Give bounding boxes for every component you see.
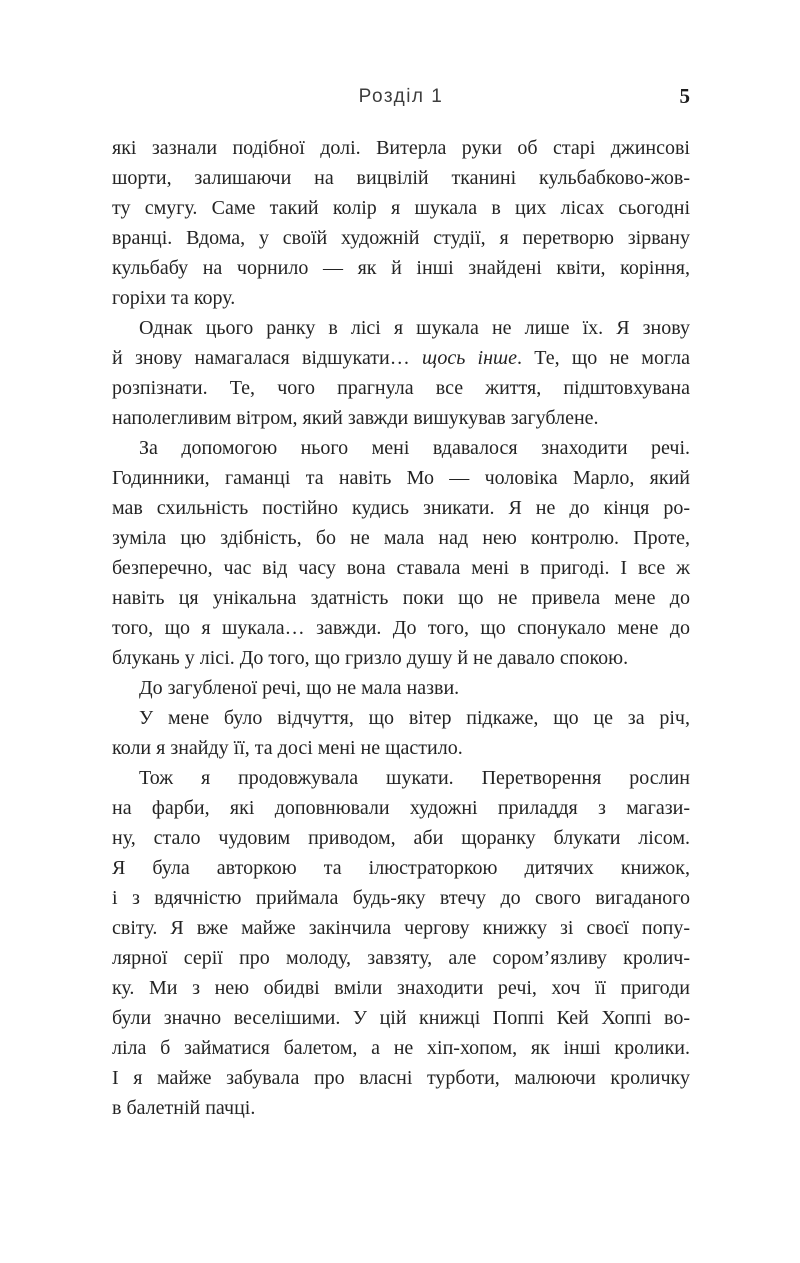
text-segment: . Те, що не могла: [517, 347, 690, 369]
text-segment: Однак цього ранку в лісі я шукала не лише їх. Я знову: [139, 317, 690, 339]
text-segment: До загубленої речі, що не мала назви.: [139, 677, 460, 699]
text-line: [112, 853, 690, 883]
text-line: [112, 223, 690, 253]
text-segment: У мене було відчуття, що вітер підкаже, що це за річ,: [139, 707, 690, 729]
text-segment: ну, стало чудовим приводом, аби щоранку блукати лісом.: [112, 827, 690, 849]
text-segment: коли я знайду її, та досі мені не щастило.: [112, 737, 463, 759]
text-segment: Годинники, гаманці та навіть Мо — чоловіка Марло, який: [112, 467, 690, 489]
text-segment: вранці. Вдома, у своїй художній студії, я перетворю зірвану: [112, 227, 690, 249]
paragraph: [112, 313, 690, 433]
text-segment: ту смугу. Саме такий колір я шукала в цих лісах сьогодні: [112, 197, 690, 219]
text-segment: ку. Ми з нею обидві вміли знаходити речі, хоч її пригоди: [112, 977, 690, 999]
text-segment: Я була авторкою та ілюстраторкою дитячих книжок,: [112, 857, 690, 879]
paragraph: [112, 763, 690, 1123]
text-segment: наполегливим вітром, який завжди вишукував загублене.: [112, 407, 599, 429]
text-line: [112, 1093, 690, 1123]
text-segment: блукань у лісі. До того, що гризло душу й не давало спокою.: [112, 647, 629, 669]
text-segment: на фарби, які доповнювали художні приладдя з магази-: [112, 797, 690, 819]
text-segment: і з вдячністю приймала будь-яку втечу до свого вигаданого: [112, 887, 690, 909]
text-line: [112, 1063, 690, 1093]
text-segment: горіхи та кору.: [112, 287, 236, 309]
text-line: [112, 973, 690, 1003]
text-line: [112, 403, 690, 433]
emphasized-text: щось інше: [422, 347, 518, 369]
text-line: [112, 1003, 690, 1033]
text-line: [112, 913, 690, 943]
text-line: [112, 1033, 690, 1063]
text-segment: розпізнати. Те, чого прагнула все життя, підштовхувана: [112, 377, 690, 399]
text-segment: шорти, залишаючи на вицвілій тканині кульбабково-жов-: [112, 167, 690, 189]
text-line: [112, 313, 690, 343]
text-line: [112, 823, 690, 853]
page-content: [112, 0, 690, 1263]
text-line: [112, 493, 690, 523]
text-segment: й знову намагалася відшукати…: [112, 347, 422, 369]
text-line: [112, 763, 690, 793]
text-line: [112, 643, 690, 673]
text-segment: світу. Я вже майже закінчила чергову книжку зі своєї попу-: [112, 917, 690, 939]
text-line: [112, 283, 690, 313]
text-segment: За допомогою нього мені вдавалося знаходити речі.: [139, 437, 690, 459]
text-segment: безперечно, час від часу вона ставала мені в пригоді. І все ж: [112, 557, 690, 579]
text-segment: навіть ця унікальна здатність поки що не привела мене до: [112, 587, 690, 609]
text-segment: кульбабу на чорнило — як й інші знайдені квіти, коріння,: [112, 257, 690, 279]
text-line: [112, 343, 690, 373]
text-line: [112, 523, 690, 553]
text-line: [112, 673, 690, 703]
text-line: [112, 193, 690, 223]
text-segment: Тож я продовжувала шукати. Перетворення рослин: [139, 767, 690, 789]
text-line: [112, 373, 690, 403]
paragraph: [112, 433, 690, 673]
text-segment: які зазнали подібної долі. Витерла руки об старі джинсові: [112, 137, 690, 159]
text-line: [112, 793, 690, 823]
text-segment: І я майже забувала про власні турботи, малюючи кроличку: [112, 1067, 690, 1089]
chapter-heading: Розділ 1: [358, 86, 444, 107]
text-segment: лярної серії про молоду, завзяту, але сором’язливу кролич-: [112, 947, 690, 969]
text-segment: мав схильність постійно кудись зникати. Я не до кінця ро-: [112, 497, 690, 519]
text-line: [112, 733, 690, 763]
text-line: [112, 253, 690, 283]
text-line: [112, 463, 690, 493]
paragraph: [112, 133, 690, 313]
running-head: [112, 86, 690, 112]
text-line: [112, 703, 690, 733]
page-number: 5: [679, 84, 690, 108]
text-line: [112, 943, 690, 973]
text-line: [112, 553, 690, 583]
text-segment: ліла б займатися балетом, а не хіп-хопом, як інші кролики.: [112, 1037, 690, 1059]
paragraph: [112, 703, 690, 763]
paragraph: [112, 673, 690, 703]
text-line: [112, 613, 690, 643]
text-segment: в балетній пачці.: [112, 1097, 256, 1119]
text-segment: зуміла цю здібність, бо не мала над нею контролю. Проте,: [112, 527, 690, 549]
text-line: [112, 163, 690, 193]
text-line: [112, 433, 690, 463]
text-segment: того, що я шукала… завжди. До того, що спонукало мене до: [112, 617, 690, 639]
text-line: [112, 583, 690, 613]
text-segment: були значно веселішими. У цій книжці Поппі Кей Хоппі во-: [112, 1007, 690, 1029]
body-text: [112, 133, 690, 1123]
text-line: [112, 883, 690, 913]
text-line: [112, 133, 690, 163]
